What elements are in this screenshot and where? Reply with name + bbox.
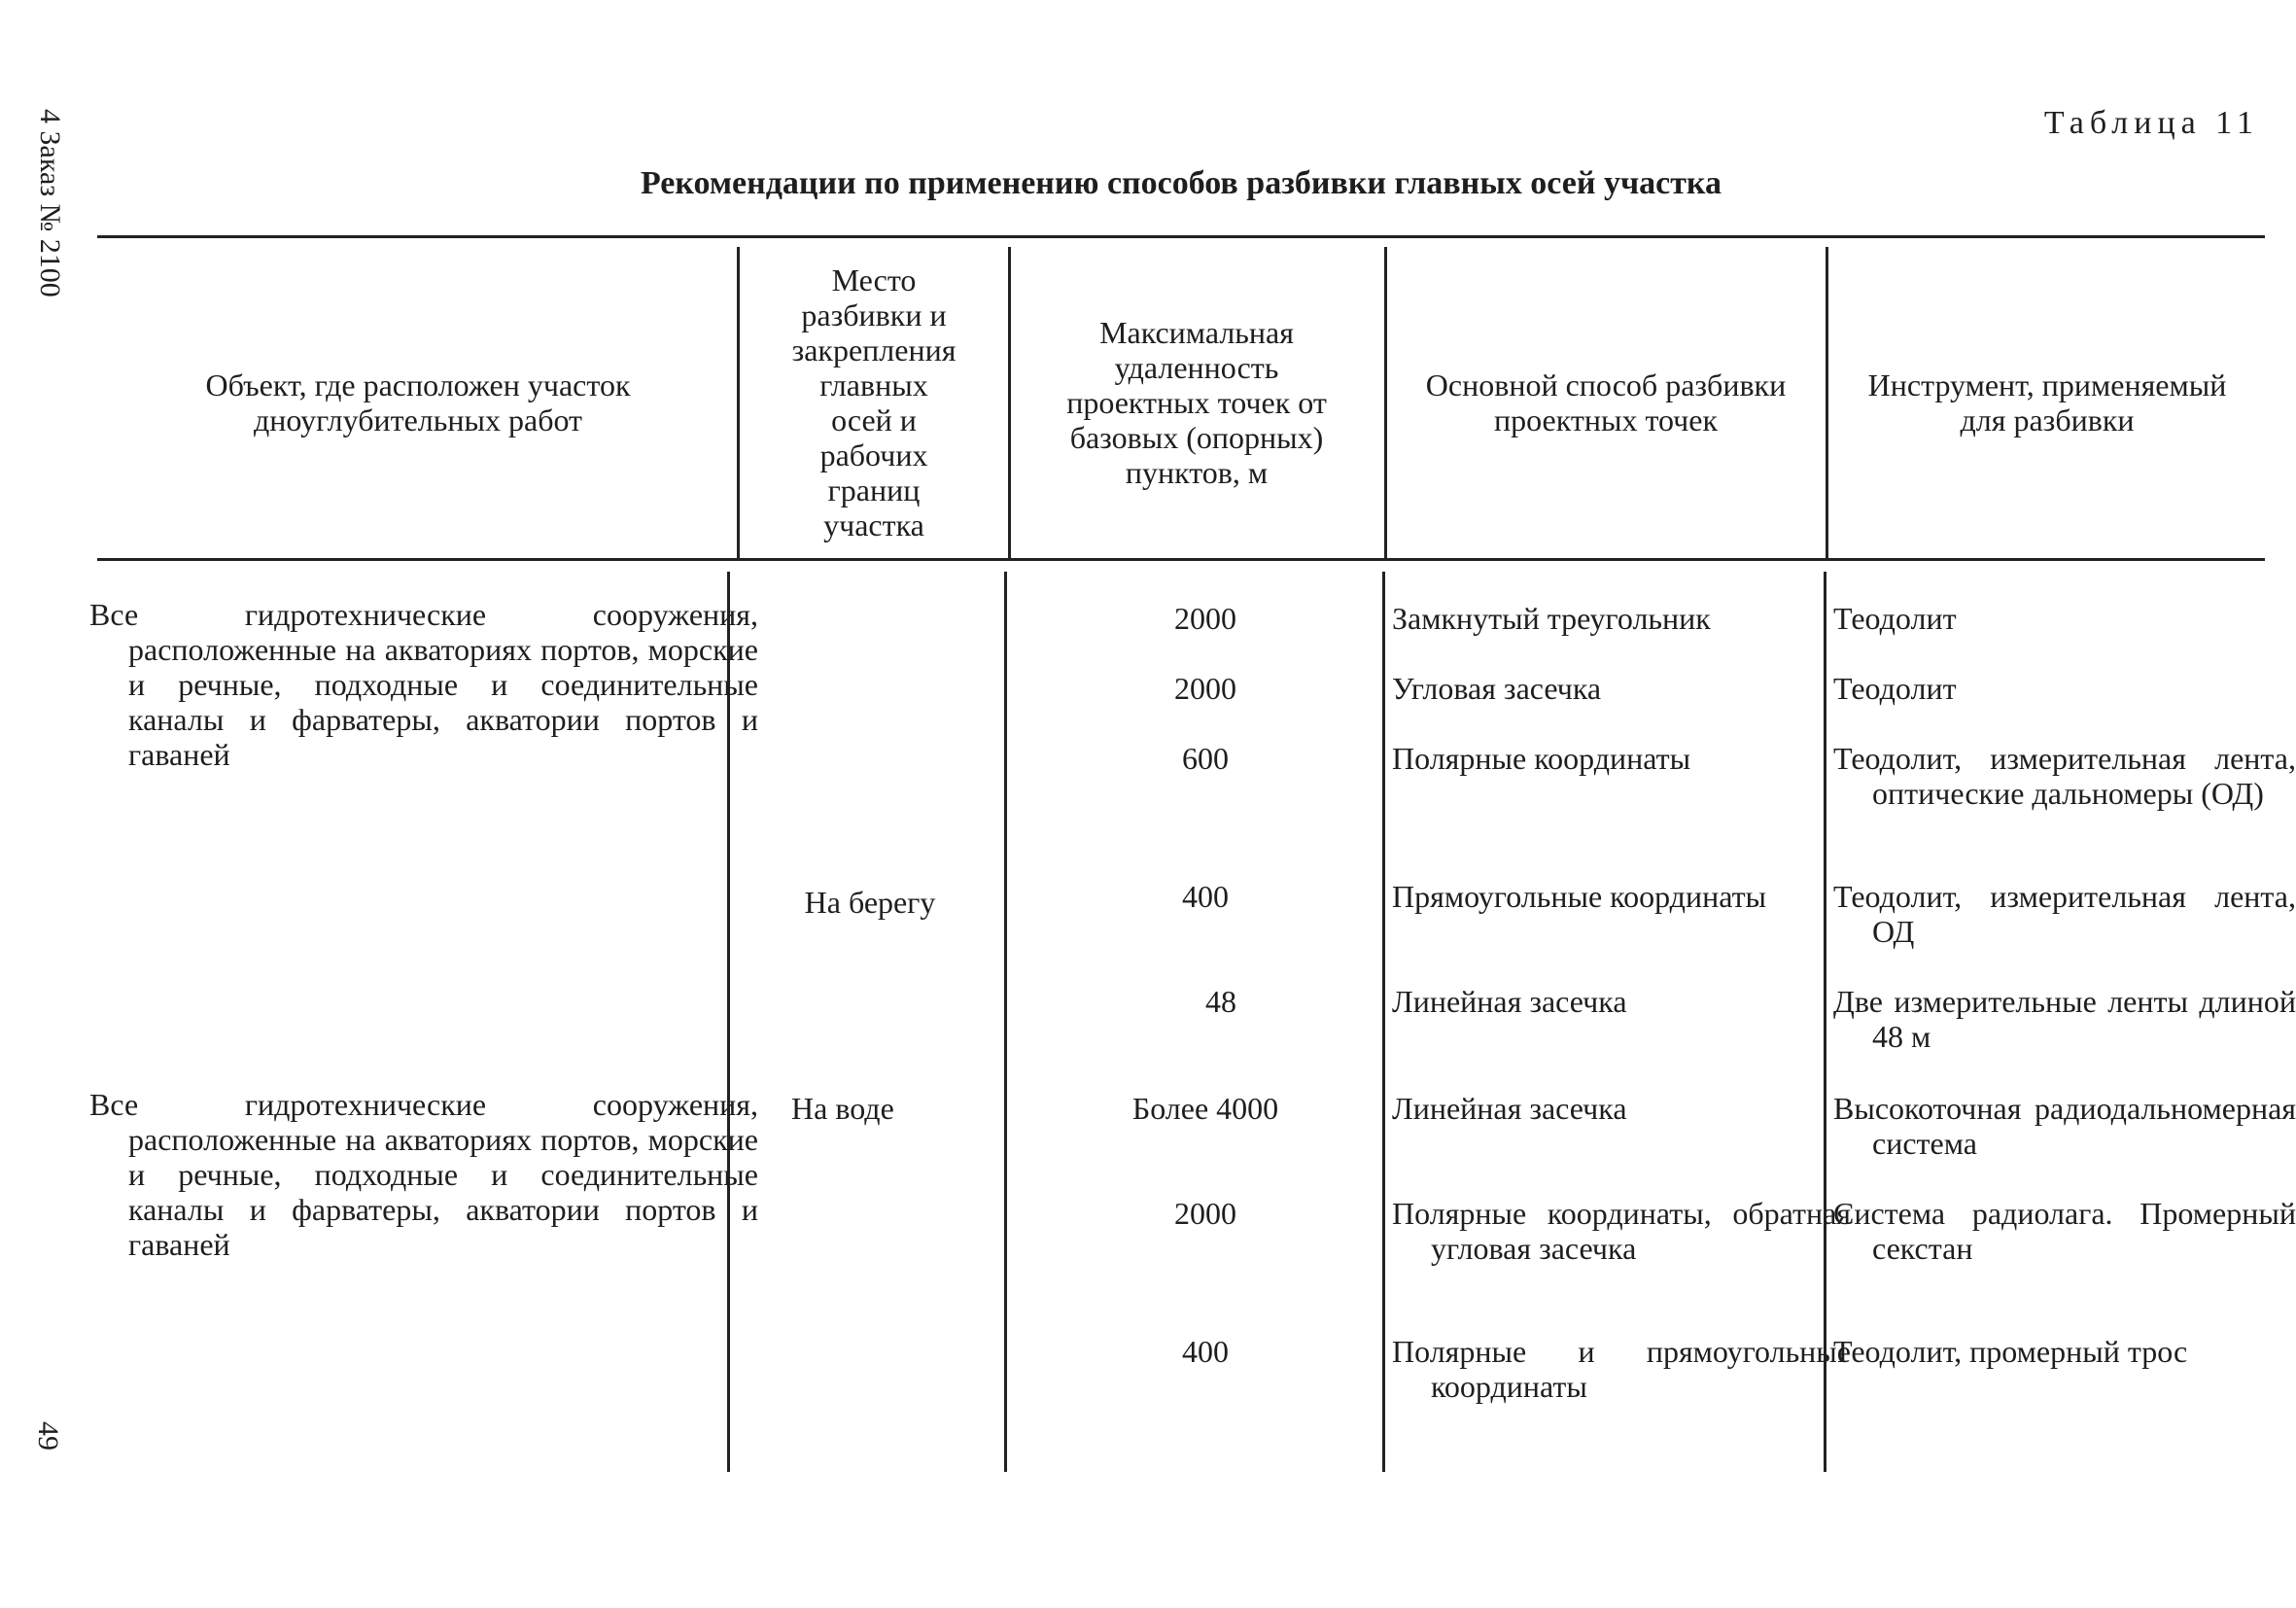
place-cell: На воде <box>791 1091 894 1126</box>
distance-cell: 2000 <box>1174 601 1236 636</box>
instrument-cell: Теодолит <box>1833 671 1957 706</box>
table-label: Таблица 11 <box>2043 105 2259 141</box>
instrument-cell: Две измерительные ленты длиной 48 м <box>1833 984 2296 1054</box>
table-title: Рекомендации по применению способов разбивки главных осей участка <box>640 165 1722 201</box>
distance-cell: 2000 <box>1174 671 1236 706</box>
header-bottom-rule <box>97 558 2265 561</box>
method-cell: Прямоугольные координаты <box>1392 879 1767 914</box>
header-instrument: Инструмент, применяемый для разбивки <box>1867 367 2227 437</box>
distance-cell: 400 <box>1182 1334 1229 1369</box>
distance-cell: 48 <box>1205 984 1236 1019</box>
header-place: Место разбивки и закрепления главных осей и рабочих границ участка <box>791 262 957 542</box>
method-cell: Полярные и прямоугольные координаты <box>1392 1334 1851 1404</box>
method-cell: Замкнутый треугольник <box>1392 601 1711 636</box>
object-cell: Все гидротехнические сооружения, расположенные на акваториях портов, морские и речные, подходные и соединительные каналы и фарватеры, акватории портов и гаваней <box>89 597 758 772</box>
method-cell: Полярные координаты, обратная угловая засечка <box>1392 1196 1851 1266</box>
method-cell: Линейная засечка <box>1392 1091 1627 1126</box>
column-divider <box>1004 572 1007 1472</box>
column-divider <box>1008 247 1011 558</box>
method-cell: Угловая засечка <box>1392 671 1602 706</box>
instrument-cell: Теодолит, измерительная лента, ОД <box>1833 879 2296 949</box>
column-divider <box>1382 572 1385 1472</box>
order-note: 4 Заказ № 2100 <box>34 109 66 297</box>
instrument-cell: Теодолит <box>1833 601 1957 636</box>
instrument-cell: Система радиолага. Промерный секстан <box>1833 1196 2296 1266</box>
header-object: Объект, где расположен участок дноуглубительных работ <box>205 367 631 437</box>
distance-cell: 2000 <box>1174 1196 1236 1231</box>
column-divider <box>737 247 740 558</box>
instrument-cell: Высокоточная радиодальномерная система <box>1833 1091 2296 1161</box>
column-divider <box>1826 247 1828 558</box>
header-method: Основной способ разбивки проектных точек <box>1425 367 1787 437</box>
header-distance: Максимальная удаленность проектных точек от базовых (опорных) пунктов, м <box>1066 315 1327 490</box>
instrument-cell: Теодолит, измерительная лента, оптические дальномеры (ОД) <box>1833 741 2296 811</box>
column-divider <box>1384 247 1387 558</box>
place-cell: На берегу <box>804 885 936 920</box>
object-cell: Все гидротехнические сооружения, расположенные на акваториях портов, морские и речные, подходные и соединительные каналы и фарватеры, акватории портов и гаваней <box>89 1087 758 1262</box>
distance-cell: 400 <box>1182 879 1229 914</box>
distance-cell: 600 <box>1182 741 1229 776</box>
method-cell: Полярные координаты <box>1392 741 1691 776</box>
instrument-cell: Теодолит, промерный трос <box>1833 1334 2188 1369</box>
page-number: 49 <box>32 1421 64 1451</box>
table-top-rule <box>97 235 2265 238</box>
method-cell: Линейная засечка <box>1392 984 1627 1019</box>
distance-cell: Более 4000 <box>1131 1091 1279 1126</box>
